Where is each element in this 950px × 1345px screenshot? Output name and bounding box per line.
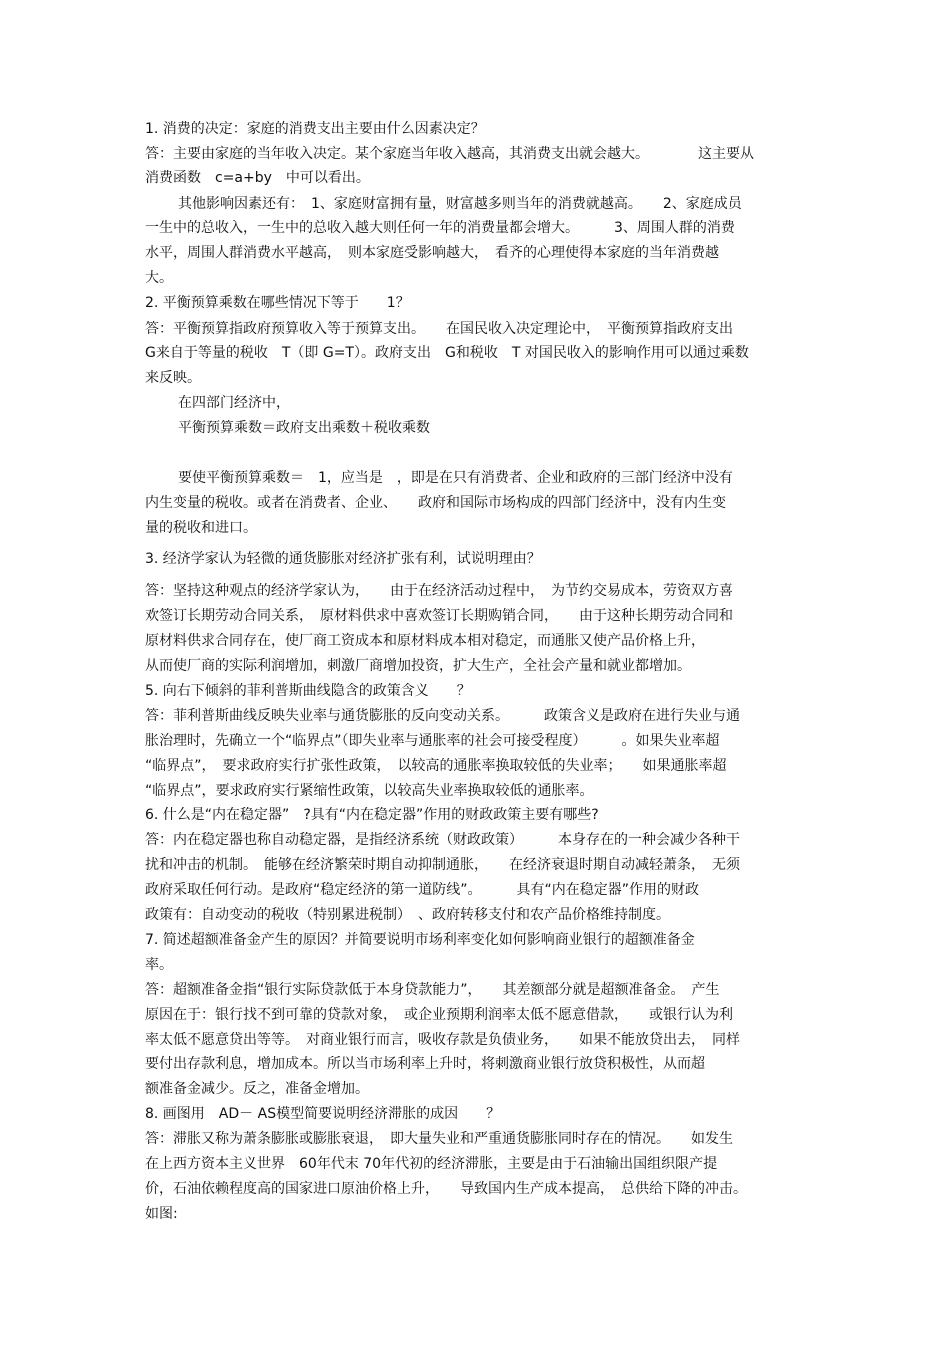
text-line: 扰和冲击的机制。 能够在经济繁荣时期自动抑制通胀， 在经济衰退时期自动减轻萧条， 无须 (145, 857, 740, 873)
text-line: 如图: (145, 1206, 178, 1222)
text-line: 答：内在稳定器也称自动稳定器，是指经济系统（财政政策） 本身存在的一种会减少各种干 (145, 832, 740, 848)
text-line: 5. 向右下倾斜的菲利普斯曲线隐含的政策含义 ？ (145, 683, 471, 699)
text-line: 8. 画图用 AD－ AS模型简要说明经济滞胀的成因 ？ (145, 1106, 501, 1122)
text-line: 量的税收和进口。 (145, 520, 257, 536)
text-line: 政府采取任何行动。是政府“稳定经济的第一道防线”。 具有“内在稳定器”作用的财政 (145, 882, 700, 898)
text-line: 答：滞胀又称为萧条膨胀或膨胀衰退， 即大量失业和严重通货膨胀同时存在的情况。 如发生 (145, 1131, 733, 1147)
text-line: 原材料供求合同存在，使厂商工资成本和原材料成本相对稳定，而通胀又使产品价格上升， (145, 633, 705, 649)
text-line: 平衡预算乘数＝政府支出乘数＋税收乘数 (178, 420, 430, 436)
text-line: 答：主要由家庭的当年收入决定。某个家庭当年收入越高，其消费支出就会越大。 这主要从 (145, 146, 754, 162)
text-line: 答：超额准备金指“银行实际贷款低于本身贷款能力”， 其差额部分就是超额准备金。 产生 (145, 982, 720, 998)
text-line: 7. 简述超额准备金产生的原因？并简要说明市场利率变化如何影响商业银行的超额准备金 (145, 932, 695, 948)
text-line: 要使平衡预算乘数＝ 1，应当是 ，即是在只有消费者、企业和政府的三部门经济中没有 (178, 470, 733, 486)
text-line: “临界点”，要求政府实行紧缩性政策，以较高失业率换取较低的通胀率。 (145, 783, 594, 799)
text-line: 2. 平衡预算乘数在哪些情况下等于 1？ (145, 295, 410, 311)
text-line: 在四部门经济中， (178, 395, 290, 411)
text-line: 内生变量的税收。或者在消费者、企业、 政府和国际市场构成的四部门经济中，没有内生变 (145, 495, 726, 511)
text-line: 答：平衡预算指政府预算收入等于预算支出。 在国民收入决定理论中， 平衡预算指政府支出 (145, 321, 733, 337)
text-line: 水平，周围人群消费水平越高， 则本家庭受影响越大， 看齐的心理使得本家庭的当年消费越 (145, 245, 719, 261)
text-line: 大。 (145, 270, 173, 286)
text-line: 率。 (145, 957, 173, 973)
text-line: 要付出存款利息，增加成本。所以当市场利率上升时，将刺激商业银行放贷积极性，从而超 (145, 1056, 705, 1072)
text-line: 政策有：自动变动的税收（特别累进税制） 、政府转移支付和农产品价格维持制度。 (145, 907, 670, 923)
text-line: 3. 经济学家认为轻微的通货膨胀对经济扩张有利，试说明理由？ (145, 551, 541, 567)
text-line: 从而使厂商的实际利润增加，刺激厂商增加投资，扩大生产，全社会产量和就业都增加。 (145, 658, 691, 674)
text-line: 1. 消费的决定：家庭的消费支出主要由什么因素决定？ (145, 121, 485, 137)
text-line: 一生中的总收入，一生中的总收入越大则任何一年的消费量都会增大。 3、周围人群的消费 (145, 220, 735, 236)
text-line: G来自于等量的税收 T（即 G=T）。政府支出 G和税收 T 对国民收入的影响作用可以通过乘数 (145, 345, 749, 361)
text-line: 率太低不愿意贷出等等。 对商业银行而言，吸收存款是负债业务， 如果不能放贷出去， 同样 (145, 1032, 740, 1048)
text-line: 答：坚持这种观点的经济学家认为， 由于在经济活动过程中， 为节约交易成本，劳资双方喜 (145, 583, 733, 599)
text-line: 原因在于：银行找不到可靠的贷款对象， 或企业预期利润率太低不愿意借款， 或银行认为利 (145, 1007, 733, 1023)
text-line: 在上西方资本主义世界 60年代末 70年代初的经济滞胀，主要是由于石油输出国组织限产提 (145, 1156, 718, 1172)
text-line: 欢签订长期劳动合同关系， 原材料供求中喜欢签订长期购销合同， 由于这种长期劳动合同和 (145, 608, 733, 624)
text-line: 消费函数 c=a+by 中可以看出。 (145, 170, 370, 186)
text-line: 6. 什么是“内在稳定器” ?具有“内在稳定器”作用的财政政策主要有哪些? (145, 807, 599, 823)
text-line: 其他影响因素还有： 1、家庭财富拥有量，财富越多则当年的消费就越高。 2、家庭成员 (178, 196, 742, 212)
text-line: 额准备金减少。反之，准备金增加。 (145, 1081, 369, 1097)
text-line: 答：菲利普斯曲线反映失业率与通货膨胀的反向变动关系。 政策含义是政府在进行失业与通 (145, 708, 740, 724)
text-line: 价，石油依赖程度高的国家进口原油价格上升， 导致国内生产成本提高， 总供给下降的冲击。 (145, 1181, 747, 1197)
text-line: “临界点”， 要求政府实行扩张性政策， 以较高的通胀率换取较低的失业率； 如果通胀率超 (145, 758, 727, 774)
text-line: 胀治理时，先确立一个“临界点”（即失业率与通胀率的社会可接受程度） 。如果失业率超 (145, 733, 720, 749)
text-line: 来反映。 (145, 370, 201, 386)
